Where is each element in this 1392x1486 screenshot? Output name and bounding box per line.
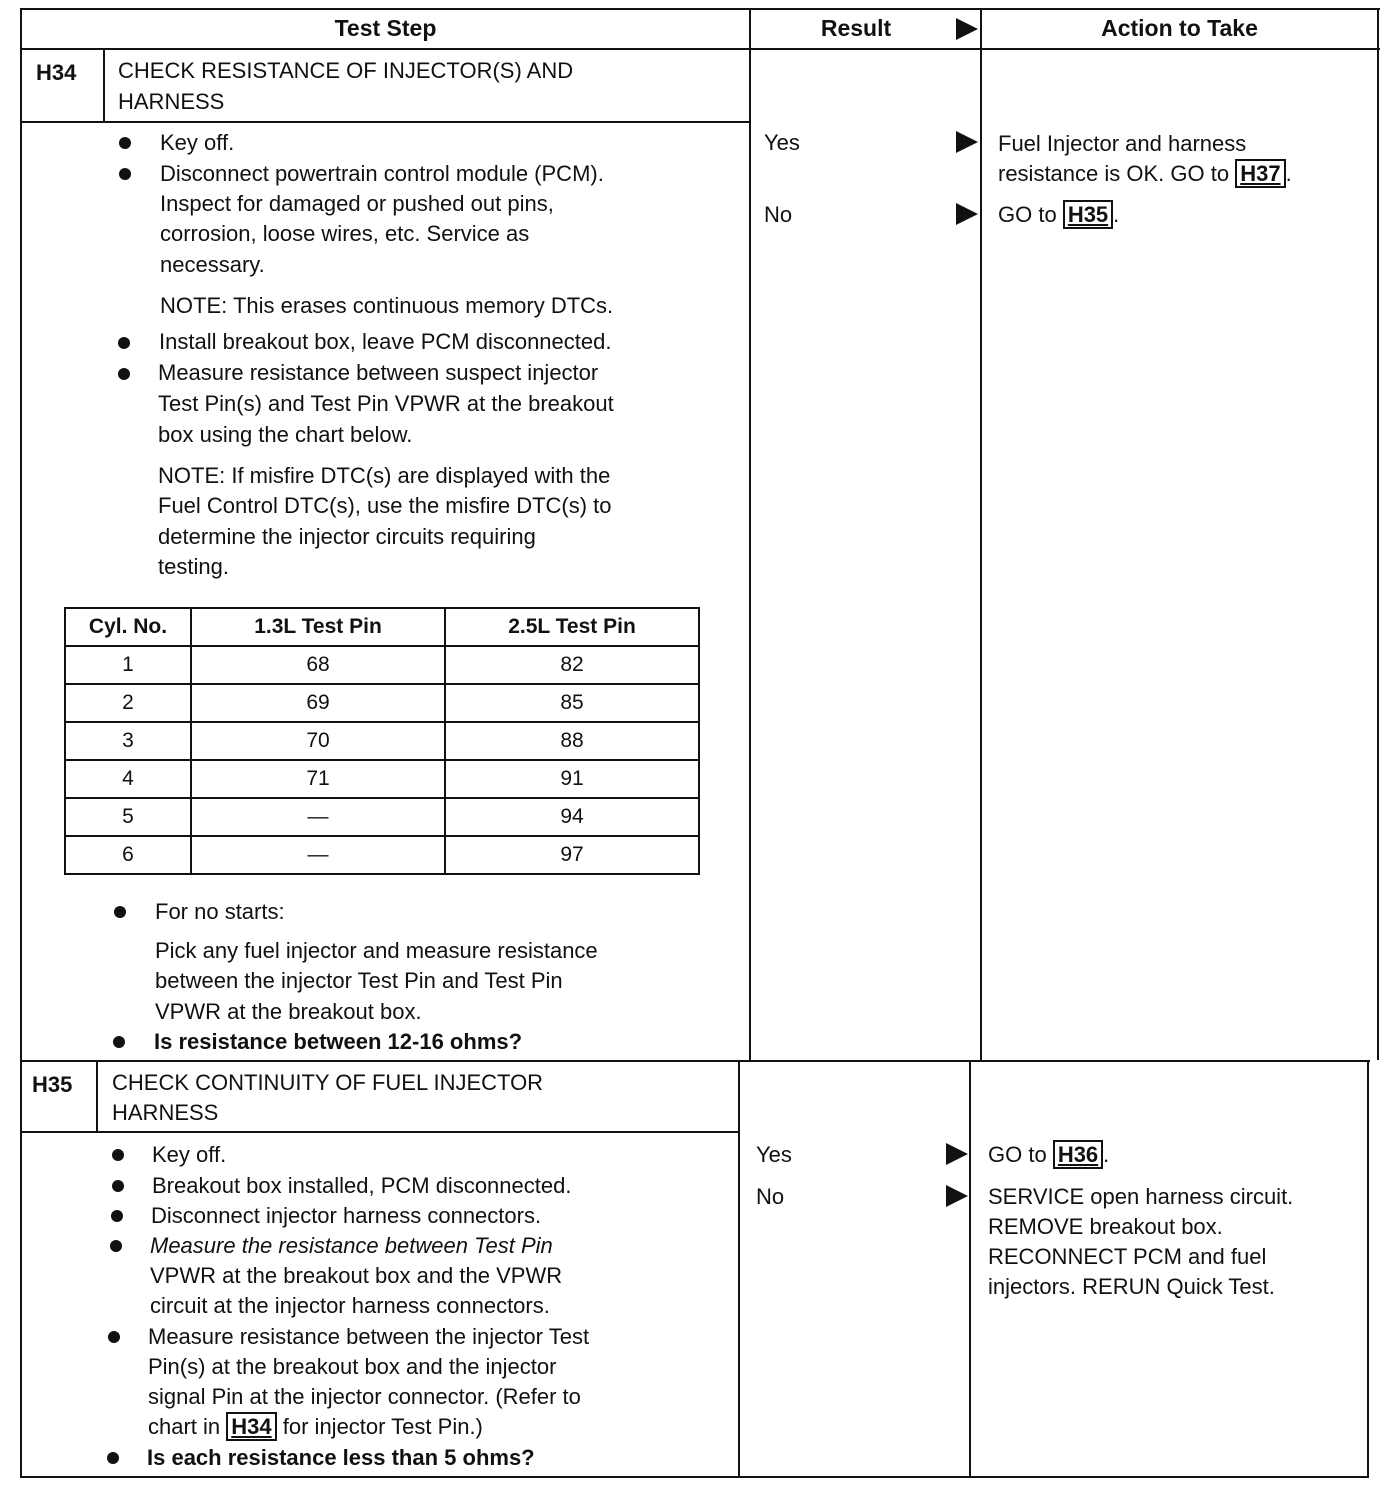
arrow-right-icon bbox=[956, 203, 978, 225]
h34-no-starts-l2: between the injector Test Pin and Test Pin bbox=[155, 968, 563, 993]
h34-bullet-measure-l2: Test Pin(s) and Test Pin VPWR at the breakout bbox=[158, 391, 614, 416]
link-h37[interactable]: H37 bbox=[1235, 159, 1285, 188]
bullet-icon bbox=[118, 337, 130, 349]
link-h35[interactable]: H35 bbox=[1063, 200, 1113, 229]
h34-bullet-measure-l3: box using the chart below. bbox=[158, 422, 413, 447]
h34-no-starts-l1: Pick any fuel injector and measure resistance bbox=[155, 938, 598, 963]
h34-result-yes: Yes bbox=[764, 130, 800, 155]
arrow-right-icon bbox=[946, 1143, 968, 1165]
table-row bbox=[65, 722, 699, 760]
cell-cyl: 4 bbox=[65, 760, 191, 798]
h34-note-misfire-l1: NOTE: If misfire DTC(s) are displayed with the bbox=[158, 463, 611, 488]
cell-13l: 70 bbox=[191, 722, 445, 760]
bullet-icon bbox=[110, 1240, 122, 1252]
left-border bbox=[20, 8, 22, 1478]
col-header-13l: 1.3L Test Pin bbox=[191, 608, 445, 646]
table-row bbox=[65, 646, 699, 684]
bullet-icon bbox=[119, 168, 131, 180]
cell-25l: 94 bbox=[445, 798, 699, 836]
h34-note-misfire-l3: determine the injector circuits requiring bbox=[158, 524, 536, 549]
cell-cyl: 2 bbox=[65, 684, 191, 722]
test-pin-table bbox=[64, 607, 700, 875]
bullet-icon bbox=[113, 1036, 125, 1048]
h35-action-yes-text: GO to bbox=[988, 1142, 1047, 1167]
h35-bullet-signal-l4 bbox=[148, 1412, 483, 1443]
h35-chart-ref-suffix: for injector Test Pin.) bbox=[282, 1414, 483, 1439]
h35-chart-ref-prefix: chart in bbox=[148, 1414, 221, 1439]
h34-title-bottom bbox=[22, 121, 750, 123]
cell-25l: 88 bbox=[445, 722, 699, 760]
h35-action-divider bbox=[969, 1060, 971, 1478]
h35-title-line-1: CHECK CONTINUITY OF FUEL INJECTOR bbox=[112, 1070, 544, 1095]
bullet-icon bbox=[114, 906, 126, 918]
cell-cyl: 5 bbox=[65, 798, 191, 836]
h34-step-id: H34 bbox=[36, 60, 77, 85]
cell-13l: 69 bbox=[191, 684, 445, 722]
h35-action-no-l2: REMOVE breakout box. bbox=[988, 1214, 1223, 1239]
h34-action-no: GO to H35 . bbox=[998, 202, 1120, 227]
h35-bullet-disconnect: Disconnect injector harness connectors. bbox=[151, 1203, 542, 1228]
table-bottom-border bbox=[22, 1476, 1369, 1478]
h34-note-erases: NOTE: This erases continuous memory DTCs. bbox=[160, 293, 614, 318]
h34-bullet-disconnect-l4: necessary. bbox=[160, 252, 265, 277]
cell-13l: 71 bbox=[191, 760, 445, 798]
h34-result-no: No bbox=[764, 202, 793, 227]
bullet-icon bbox=[119, 137, 131, 149]
h35-bullet-signal-l3: signal Pin at the injector connector. (Refer to bbox=[148, 1384, 581, 1409]
col-header-cyl: Cyl. No. bbox=[65, 608, 191, 646]
cell-cyl: 1 bbox=[65, 646, 191, 684]
cell-cyl: 6 bbox=[65, 836, 191, 874]
h34-bullet-measure-l1: Measure resistance between suspect injector bbox=[158, 360, 599, 385]
table-row bbox=[65, 760, 699, 798]
cell-13l: — bbox=[191, 836, 445, 874]
bullet-icon bbox=[107, 1452, 119, 1464]
header-action: Action to Take bbox=[1101, 15, 1258, 41]
h35-result-no: No bbox=[756, 1184, 785, 1209]
h35-bullet-breakout: Breakout box installed, PCM disconnected. bbox=[152, 1173, 572, 1198]
h34-bullet-install: Install breakout box, leave PCM disconnected. bbox=[159, 329, 612, 354]
h35-bullet-signal-l1: Measure resistance between the injector Test bbox=[148, 1324, 590, 1349]
h35-id-divider bbox=[96, 1060, 98, 1132]
h34-note-misfire-l4: testing. bbox=[158, 554, 229, 579]
h34-bullet-disconnect-l2: Inspect for damaged or pushed out pins, bbox=[160, 191, 554, 216]
header-test-step: Test Step bbox=[334, 15, 437, 41]
link-h34[interactable]: H34 bbox=[226, 1412, 276, 1441]
h34-bullet-disconnect-l3: corrosion, loose wires, etc. Service as bbox=[160, 221, 530, 246]
h35-action-no-l1: SERVICE open harness circuit. bbox=[988, 1184, 1294, 1209]
h34-note-misfire-l2: Fuel Control DTC(s), use the misfire DTC(s) to bbox=[158, 493, 612, 518]
h35-bullet-signal-l2: Pin(s) at the breakout box and the injector bbox=[148, 1354, 557, 1379]
action-col-divider bbox=[980, 8, 982, 1060]
h35-result-yes: Yes bbox=[756, 1142, 792, 1167]
h35-top-border bbox=[22, 1060, 1370, 1062]
h35-question: Is each resistance less than 5 ohms? bbox=[147, 1445, 535, 1470]
h35-right-border bbox=[1367, 1060, 1369, 1478]
cell-13l: — bbox=[191, 798, 445, 836]
table-row bbox=[65, 798, 699, 836]
cell-13l: 68 bbox=[191, 646, 445, 684]
header-arrow-icon bbox=[956, 18, 978, 40]
h34-title-line-2: HARNESS bbox=[118, 89, 225, 114]
h35-bullet-vpwr-l1: Measure the resistance between Test Pin bbox=[150, 1233, 553, 1258]
h35-bullet-vpwr-l2: VPWR at the breakout box and the VPWR bbox=[150, 1263, 563, 1288]
h34-question: Is resistance between 12-16 ohms? bbox=[154, 1029, 523, 1054]
table-row bbox=[65, 836, 699, 874]
header-bottom-border bbox=[22, 48, 1380, 50]
bullet-icon bbox=[111, 1210, 123, 1222]
arrow-right-icon bbox=[946, 1185, 968, 1207]
h35-title-line-2: HARNESS bbox=[112, 1100, 219, 1125]
h35-result-divider bbox=[738, 1060, 740, 1478]
cell-25l: 97 bbox=[445, 836, 699, 874]
right-border bbox=[1377, 8, 1379, 1060]
result-col-divider bbox=[749, 8, 751, 1060]
bullet-icon bbox=[118, 368, 130, 380]
h34-bullet-no-starts: For no starts: bbox=[155, 899, 285, 924]
bullet-icon bbox=[112, 1149, 124, 1161]
h35-action-no-l3: RECONNECT PCM and fuel bbox=[988, 1244, 1267, 1269]
table-top-border bbox=[22, 8, 1380, 10]
h34-action-yes-text: resistance is OK. GO to bbox=[998, 161, 1230, 186]
h35-title-bottom bbox=[22, 1131, 740, 1133]
link-h36[interactable]: H36 bbox=[1053, 1140, 1103, 1169]
arrow-right-icon bbox=[956, 131, 978, 153]
h34-action-yes-l2: resistance is OK. GO to H37 . bbox=[998, 161, 1292, 186]
h35-action-yes: GO to H36 . bbox=[988, 1142, 1110, 1167]
cell-cyl: 3 bbox=[65, 722, 191, 760]
bullet-icon bbox=[108, 1331, 120, 1343]
h34-title-line-1: CHECK RESISTANCE OF INJECTOR(S) AND bbox=[118, 58, 574, 83]
h35-action-no-l4: injectors. RERUN Quick Test. bbox=[988, 1274, 1275, 1299]
h35-step-id: H35 bbox=[32, 1072, 73, 1097]
table-row bbox=[65, 684, 699, 722]
cell-25l: 91 bbox=[445, 760, 699, 798]
col-header-25l: 2.5L Test Pin bbox=[445, 608, 699, 646]
h34-bullet-disconnect-l1: Disconnect powertrain control module (PCM). bbox=[160, 161, 604, 186]
h34-bullet-key-off: Key off. bbox=[160, 130, 235, 155]
h34-no-starts-l3: VPWR at the breakout box. bbox=[155, 999, 422, 1024]
cell-25l: 85 bbox=[445, 684, 699, 722]
bullet-icon bbox=[112, 1180, 124, 1192]
h34-action-yes-l1: Fuel Injector and harness bbox=[998, 131, 1247, 156]
h34-action-no-text: GO to bbox=[998, 202, 1057, 227]
h34-id-divider bbox=[103, 48, 105, 122]
h35-bullet-vpwr-l3: circuit at the injector harness connectors. bbox=[150, 1293, 550, 1318]
cell-25l: 82 bbox=[445, 646, 699, 684]
header-result: Result bbox=[820, 15, 892, 41]
h35-bullet-key-off: Key off. bbox=[152, 1142, 227, 1167]
